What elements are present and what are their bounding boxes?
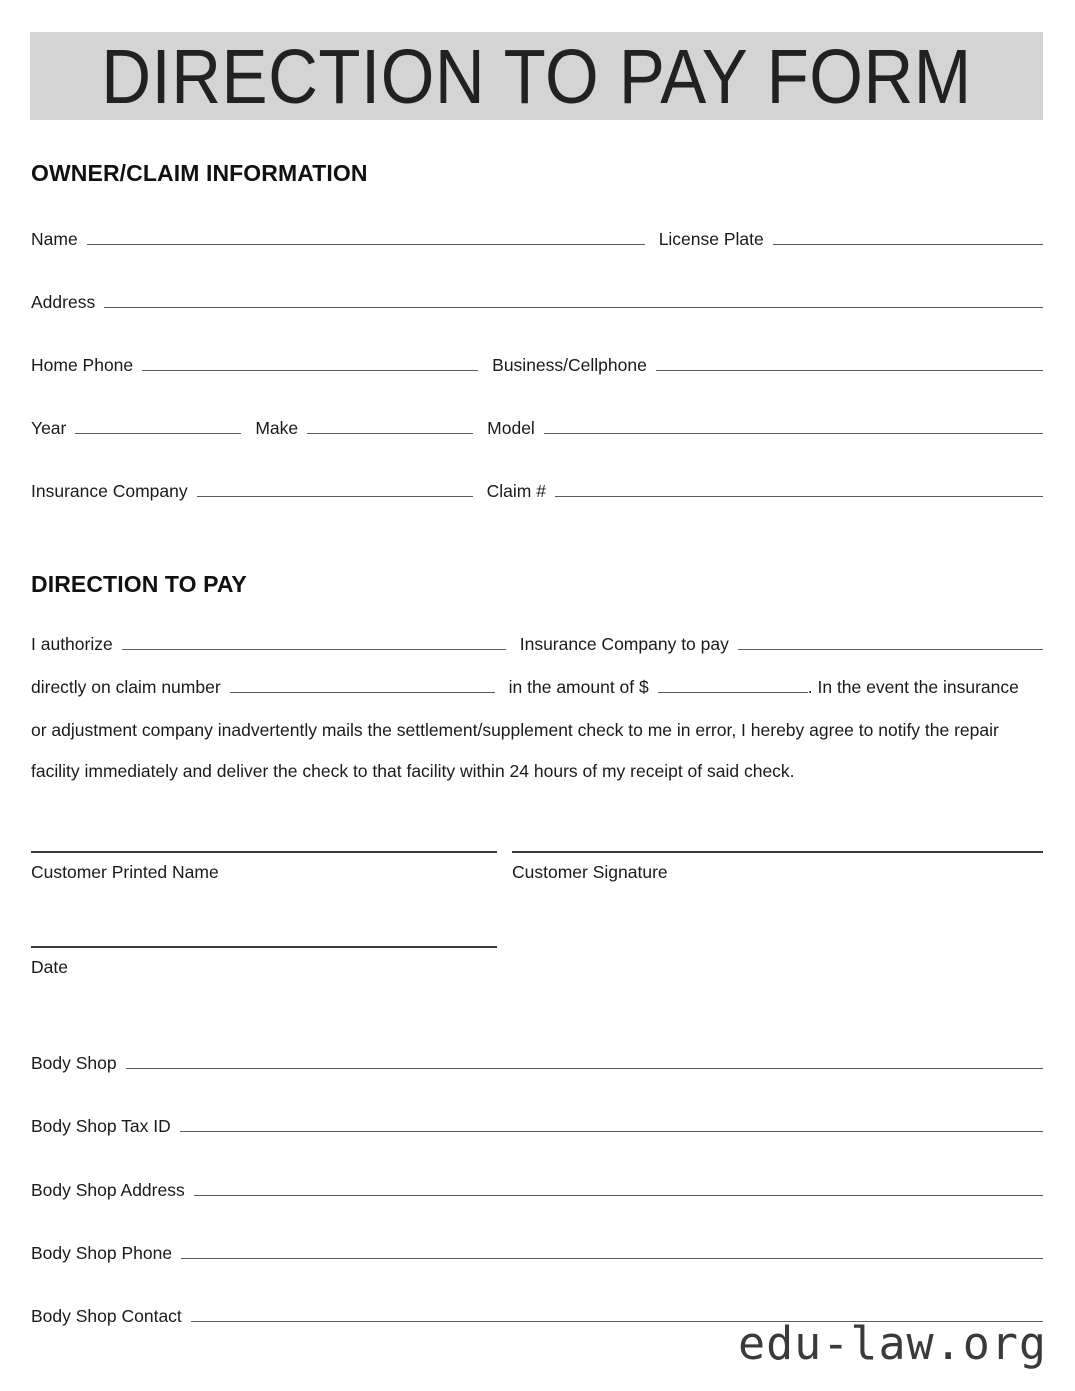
label-year: Year [31,418,67,438]
input-business-cellphone[interactable] [656,370,1043,371]
label-body-shop-tax-id: Body Shop Tax ID [31,1116,171,1136]
input-amount[interactable] [658,692,808,693]
input-body-shop-address[interactable] [194,1195,1043,1196]
input-payee[interactable] [738,649,1043,650]
label-claim-number: Claim # [486,481,546,501]
input-customer-signature[interactable] [512,851,1043,853]
label-body-shop-address: Body Shop Address [31,1180,185,1200]
label-insurance-company-to-pay: Insurance Company to pay [519,634,729,654]
label-name: Name [31,229,78,249]
input-customer-printed-name[interactable] [31,851,497,853]
field-row-phones [31,355,1043,376]
label-license-plate: License Plate [658,229,764,249]
site-watermark: edu-law.org [737,1317,1047,1370]
label-body-shop: Body Shop [31,1053,117,1073]
label-directly-on-claim-number: directly on claim number [31,677,221,697]
signature-block-date [31,946,497,978]
label-model: Model [487,418,535,438]
section-heading-owner-claim-information: OWNER/CLAIM INFORMATION [31,160,368,186]
input-body-shop[interactable] [126,1068,1043,1069]
field-row-name-license-plate [31,229,1043,250]
authorization-line-3: or adjustment company inadvertently mails the settlement/supplement check to me in error, I hereby agree to notify the repair [31,720,999,740]
input-home-phone[interactable] [142,370,478,371]
field-row-body-shop-tax-id [31,1116,1043,1137]
label-make: Make [255,418,299,438]
field-row-body-shop [31,1053,1043,1074]
label-customer-printed-name: Customer Printed Name [31,862,219,882]
label-date: Date [31,957,68,977]
label-home-phone: Home Phone [31,355,134,375]
section-heading-direction-to-pay: DIRECTION TO PAY [31,571,247,597]
input-claim-number-direct[interactable] [230,692,495,693]
label-body-shop-contact: Body Shop Contact [31,1306,182,1326]
label-address: Address [31,292,96,312]
label-customer-signature: Customer Signature [512,862,668,882]
signature-block-customer-signature [512,851,1043,883]
field-row-insurance-claim [31,481,1043,502]
field-row-body-shop-address [31,1180,1043,1201]
input-date[interactable] [31,946,497,948]
input-insurance-company[interactable] [197,496,473,497]
label-business-cellphone: Business/Cellphone [492,355,647,375]
form-title-banner [30,32,1043,120]
field-row-body-shop-phone [31,1243,1043,1264]
input-body-shop-phone[interactable] [181,1258,1043,1259]
field-row-vehicle [31,418,1043,439]
input-license-plate[interactable] [773,244,1043,245]
page-title: DIRECTION TO PAY FORM [101,32,972,120]
label-in-the-event-the-insurance: . In the event the insurance [807,677,1019,697]
input-make[interactable] [307,433,473,434]
input-name[interactable] [87,244,645,245]
input-body-shop-tax-id[interactable] [180,1131,1043,1132]
authorization-line-2 [31,677,1043,698]
authorization-line-1 [31,634,1043,655]
input-year[interactable] [75,433,241,434]
signature-block-customer-printed-name [31,851,497,883]
label-body-shop-phone: Body Shop Phone [31,1243,173,1263]
input-authorized-insurance-company[interactable] [122,649,506,650]
authorization-line-4: facility immediately and deliver the check to that facility within 24 hours of my receipt of said check. [31,761,795,781]
label-in-the-amount-of: in the amount of $ [508,677,649,697]
input-address[interactable] [104,307,1043,308]
input-claim-number[interactable] [555,496,1043,497]
label-insurance-company: Insurance Company [31,481,188,501]
input-model[interactable] [544,433,1043,434]
field-row-address [31,292,1043,313]
label-i-authorize: I authorize [31,634,113,654]
